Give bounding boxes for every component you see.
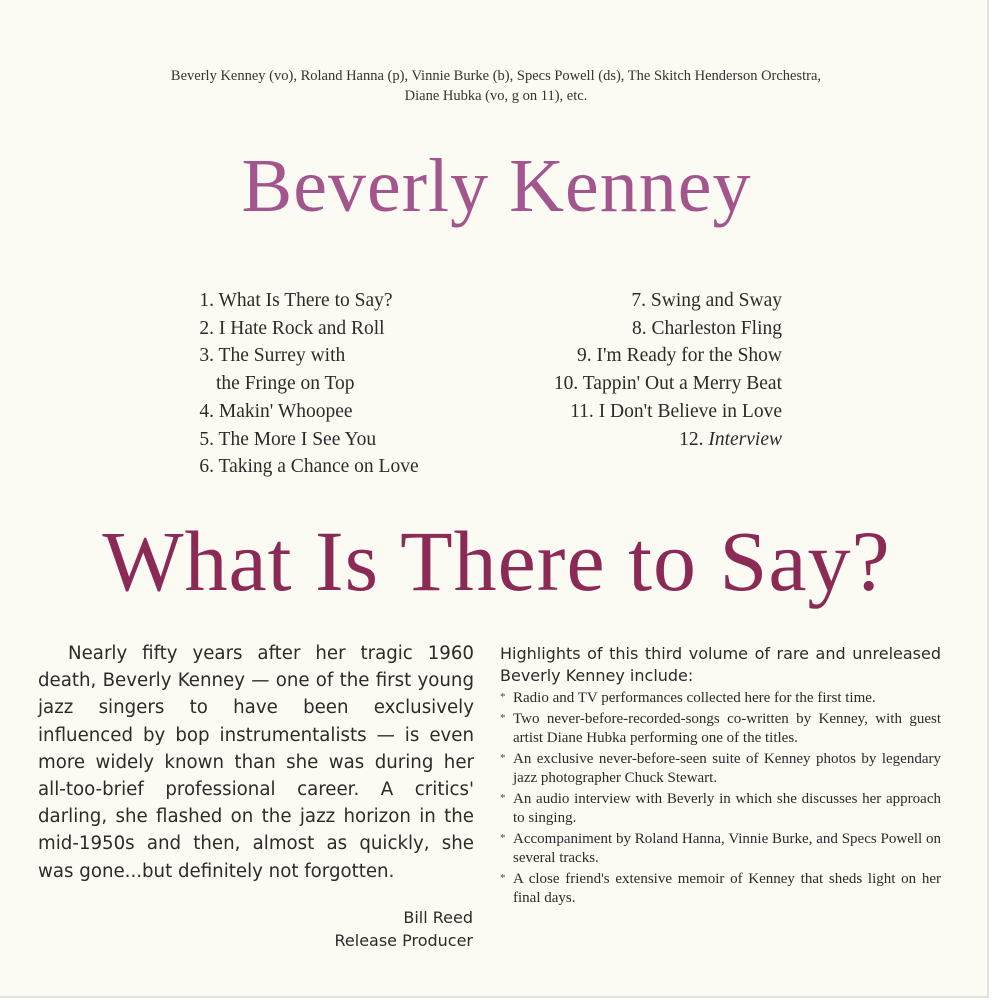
track-title: Tappin' Out a Merry Beat	[582, 373, 782, 395]
track-number: 8.	[631, 317, 647, 339]
artist-name: Beverly Kenney	[241, 144, 752, 228]
track-item	[190, 342, 490, 370]
credits-line: Diane Hubka (vo, g on 11), etc.	[404, 88, 588, 104]
bullet-star-icon: *	[500, 691, 506, 703]
producer-essay	[38, 640, 474, 885]
signature-role: Release Producer	[334, 931, 473, 950]
track-title: Taking a Chance on Love	[218, 456, 419, 478]
highlights-section	[500, 643, 941, 910]
track-item	[190, 398, 490, 426]
track-item	[470, 342, 782, 370]
highlight-text: Radio and TV performances collected here for the first time.	[513, 690, 876, 706]
track-number: 9.	[577, 345, 592, 367]
track-item	[470, 426, 782, 454]
bullet-star-icon: *	[500, 751, 506, 764]
track-item	[190, 453, 490, 481]
highlight-item	[500, 710, 941, 749]
bullet-star-icon: *	[500, 711, 506, 724]
bullet-star-icon: *	[500, 831, 506, 844]
track-item-continuation	[190, 370, 490, 398]
track-title: I Hate Rock and Roll	[218, 317, 385, 339]
highlight-text: A close friend's extensive memoir of Kenney that sheds light on her final days.	[513, 870, 941, 906]
highlight-item	[500, 790, 941, 829]
track-item	[190, 287, 490, 315]
track-title: Makin' Whoopee	[218, 400, 353, 422]
track-title: The Surrey with	[218, 345, 346, 367]
credits-line: Beverly Kenney (vo), Roland Hanna (p), Vinnie Burke (b), Specs Powell (ds), The Skitch Henderson Orchestra,	[170, 68, 822, 84]
highlight-item	[500, 750, 941, 789]
track-number: 5.	[199, 428, 214, 450]
track-item	[190, 426, 490, 454]
highlight-text: Two never-before-recorded-songs co-written by Kenney, with guest artist Diane Hubka performing one of the titles.	[513, 710, 941, 746]
track-number: 6.	[199, 456, 214, 478]
track-title: I'm Ready for the Show	[596, 345, 782, 367]
bullet-star-icon: *	[500, 871, 506, 884]
highlights-list	[500, 689, 941, 909]
track-item	[470, 398, 782, 426]
highlight-text: An exclusive never-before-seen suite of Kenney photos by legendary jazz photographer Chuck Stewart.	[513, 750, 941, 786]
track-number: 12.	[679, 428, 704, 450]
essay-paragraph: Nearly fifty years after her tragic 1960 death, Beverly Kenney — one of the first young jazz singers to have been exclusively influenced by bop instrumentalists — is even more widely known than she was during her all-too-brief professional career. A critics' darling, she flashed on the jazz horizon in the mid-1950s and then, almost as quickly, she was gone...but definitely not forgotten.	[38, 643, 474, 882]
highlight-item	[500, 830, 941, 869]
track-item	[470, 315, 782, 343]
track-number: 11.	[570, 400, 594, 422]
track-number: 7.	[631, 290, 647, 311]
signature-name: Bill Reed	[403, 908, 473, 927]
track-title: Interview	[708, 428, 782, 450]
track-number: 2.	[199, 317, 214, 339]
track-title: the Fringe on Top	[216, 373, 355, 395]
track-number: 3.	[199, 345, 214, 367]
track-list-right	[470, 287, 782, 453]
track-number: 4.	[199, 400, 214, 422]
bullet-star-icon: *	[500, 791, 506, 804]
track-title: Swing and Sway	[650, 290, 782, 311]
track-list-left	[190, 287, 490, 481]
essay-signature	[300, 906, 473, 952]
track-title: I Don't Believe in Love	[598, 400, 782, 422]
track-item	[470, 370, 782, 398]
highlight-item	[500, 689, 941, 709]
track-number: 1.	[199, 290, 214, 311]
highlights-intro: Highlights of this third volume of rare and unreleased Beverly Kenney include:	[500, 644, 941, 685]
track-title: The More I See You	[218, 428, 377, 450]
personnel-credits	[40, 66, 952, 106]
track-title: What Is There to Say?	[218, 290, 393, 311]
track-title: Charleston Fling	[651, 317, 782, 339]
track-item	[190, 315, 490, 343]
track-number: 10.	[553, 373, 579, 395]
highlight-text: Accompaniment by Roland Hanna, Vinnie Burke, and Specs Powell on several tracks.	[513, 830, 941, 866]
track-item	[470, 287, 782, 315]
highlight-item	[500, 870, 941, 909]
album-title: What Is There to Say?	[102, 513, 891, 609]
highlight-text: An audio interview with Beverly in which she discusses her approach to singing.	[513, 790, 941, 826]
